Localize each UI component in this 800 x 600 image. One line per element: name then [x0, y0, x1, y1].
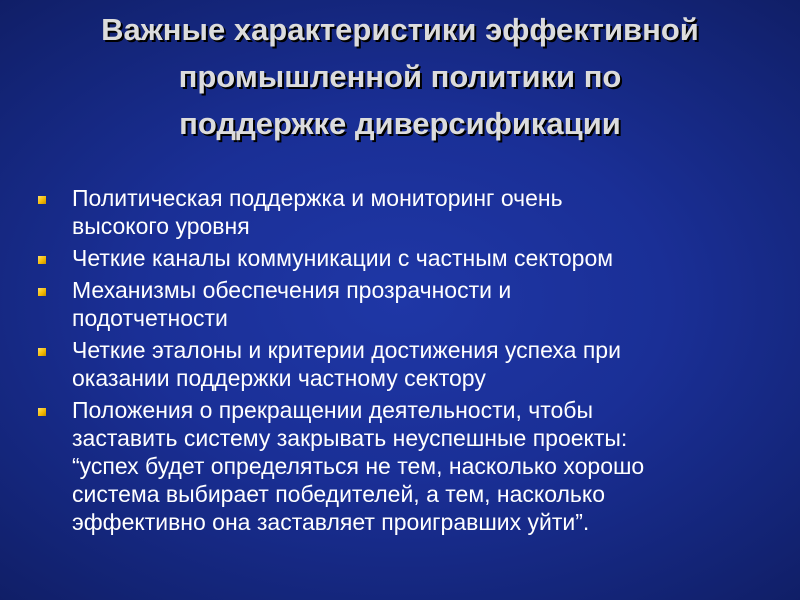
square-bullet-icon: [38, 196, 46, 204]
square-bullet-icon: [38, 348, 46, 356]
title-line: поддержке диверсификации: [179, 106, 621, 141]
bullet-line: система выбирает победителей, а тем, насколько: [72, 481, 606, 507]
bullet-line: Четкие эталоны и критерии достижения успеха при: [72, 337, 621, 363]
bullet-line: заставить систему закрывать неуспешные проекты:: [72, 425, 628, 451]
bullet-text: [72, 336, 621, 392]
slide-title: [0, 6, 800, 147]
bullet-line: высокого уровня: [72, 213, 250, 239]
bullet-text: [72, 244, 613, 272]
bullet-line: оказании поддержки частному сектору: [72, 365, 486, 391]
bullet-item: [38, 396, 778, 536]
square-bullet-icon: [38, 408, 46, 416]
bullet-list: [38, 184, 778, 540]
bullet-item: [38, 244, 778, 272]
square-bullet-icon: [38, 288, 46, 296]
title-line: промышленной политики по: [178, 59, 622, 94]
bullet-text: [72, 276, 511, 332]
bullet-text: [72, 396, 644, 536]
bullet-item: [38, 336, 778, 392]
bullet-line: Положения о прекращении деятельности, чтобы: [72, 397, 593, 423]
title-line: Важные характеристики эффективной: [101, 12, 699, 47]
bullet-item: [38, 184, 778, 240]
bullet-line: Механизмы обеспечения прозрачности и: [72, 277, 512, 303]
bullet-line: “успех будет определяться не тем, насколько хорошо: [72, 453, 645, 479]
bullet-line: эффективно она заставляет проигравших уйти”.: [72, 509, 590, 535]
square-bullet-icon: [38, 256, 46, 264]
bullet-text: [72, 184, 563, 240]
bullet-item: [38, 276, 778, 332]
bullet-line: Четкие каналы коммуникации с частным сектором: [72, 245, 614, 271]
bullet-line: подотчетности: [72, 305, 228, 331]
bullet-line: Политическая поддержка и мониторинг очень: [72, 185, 563, 211]
